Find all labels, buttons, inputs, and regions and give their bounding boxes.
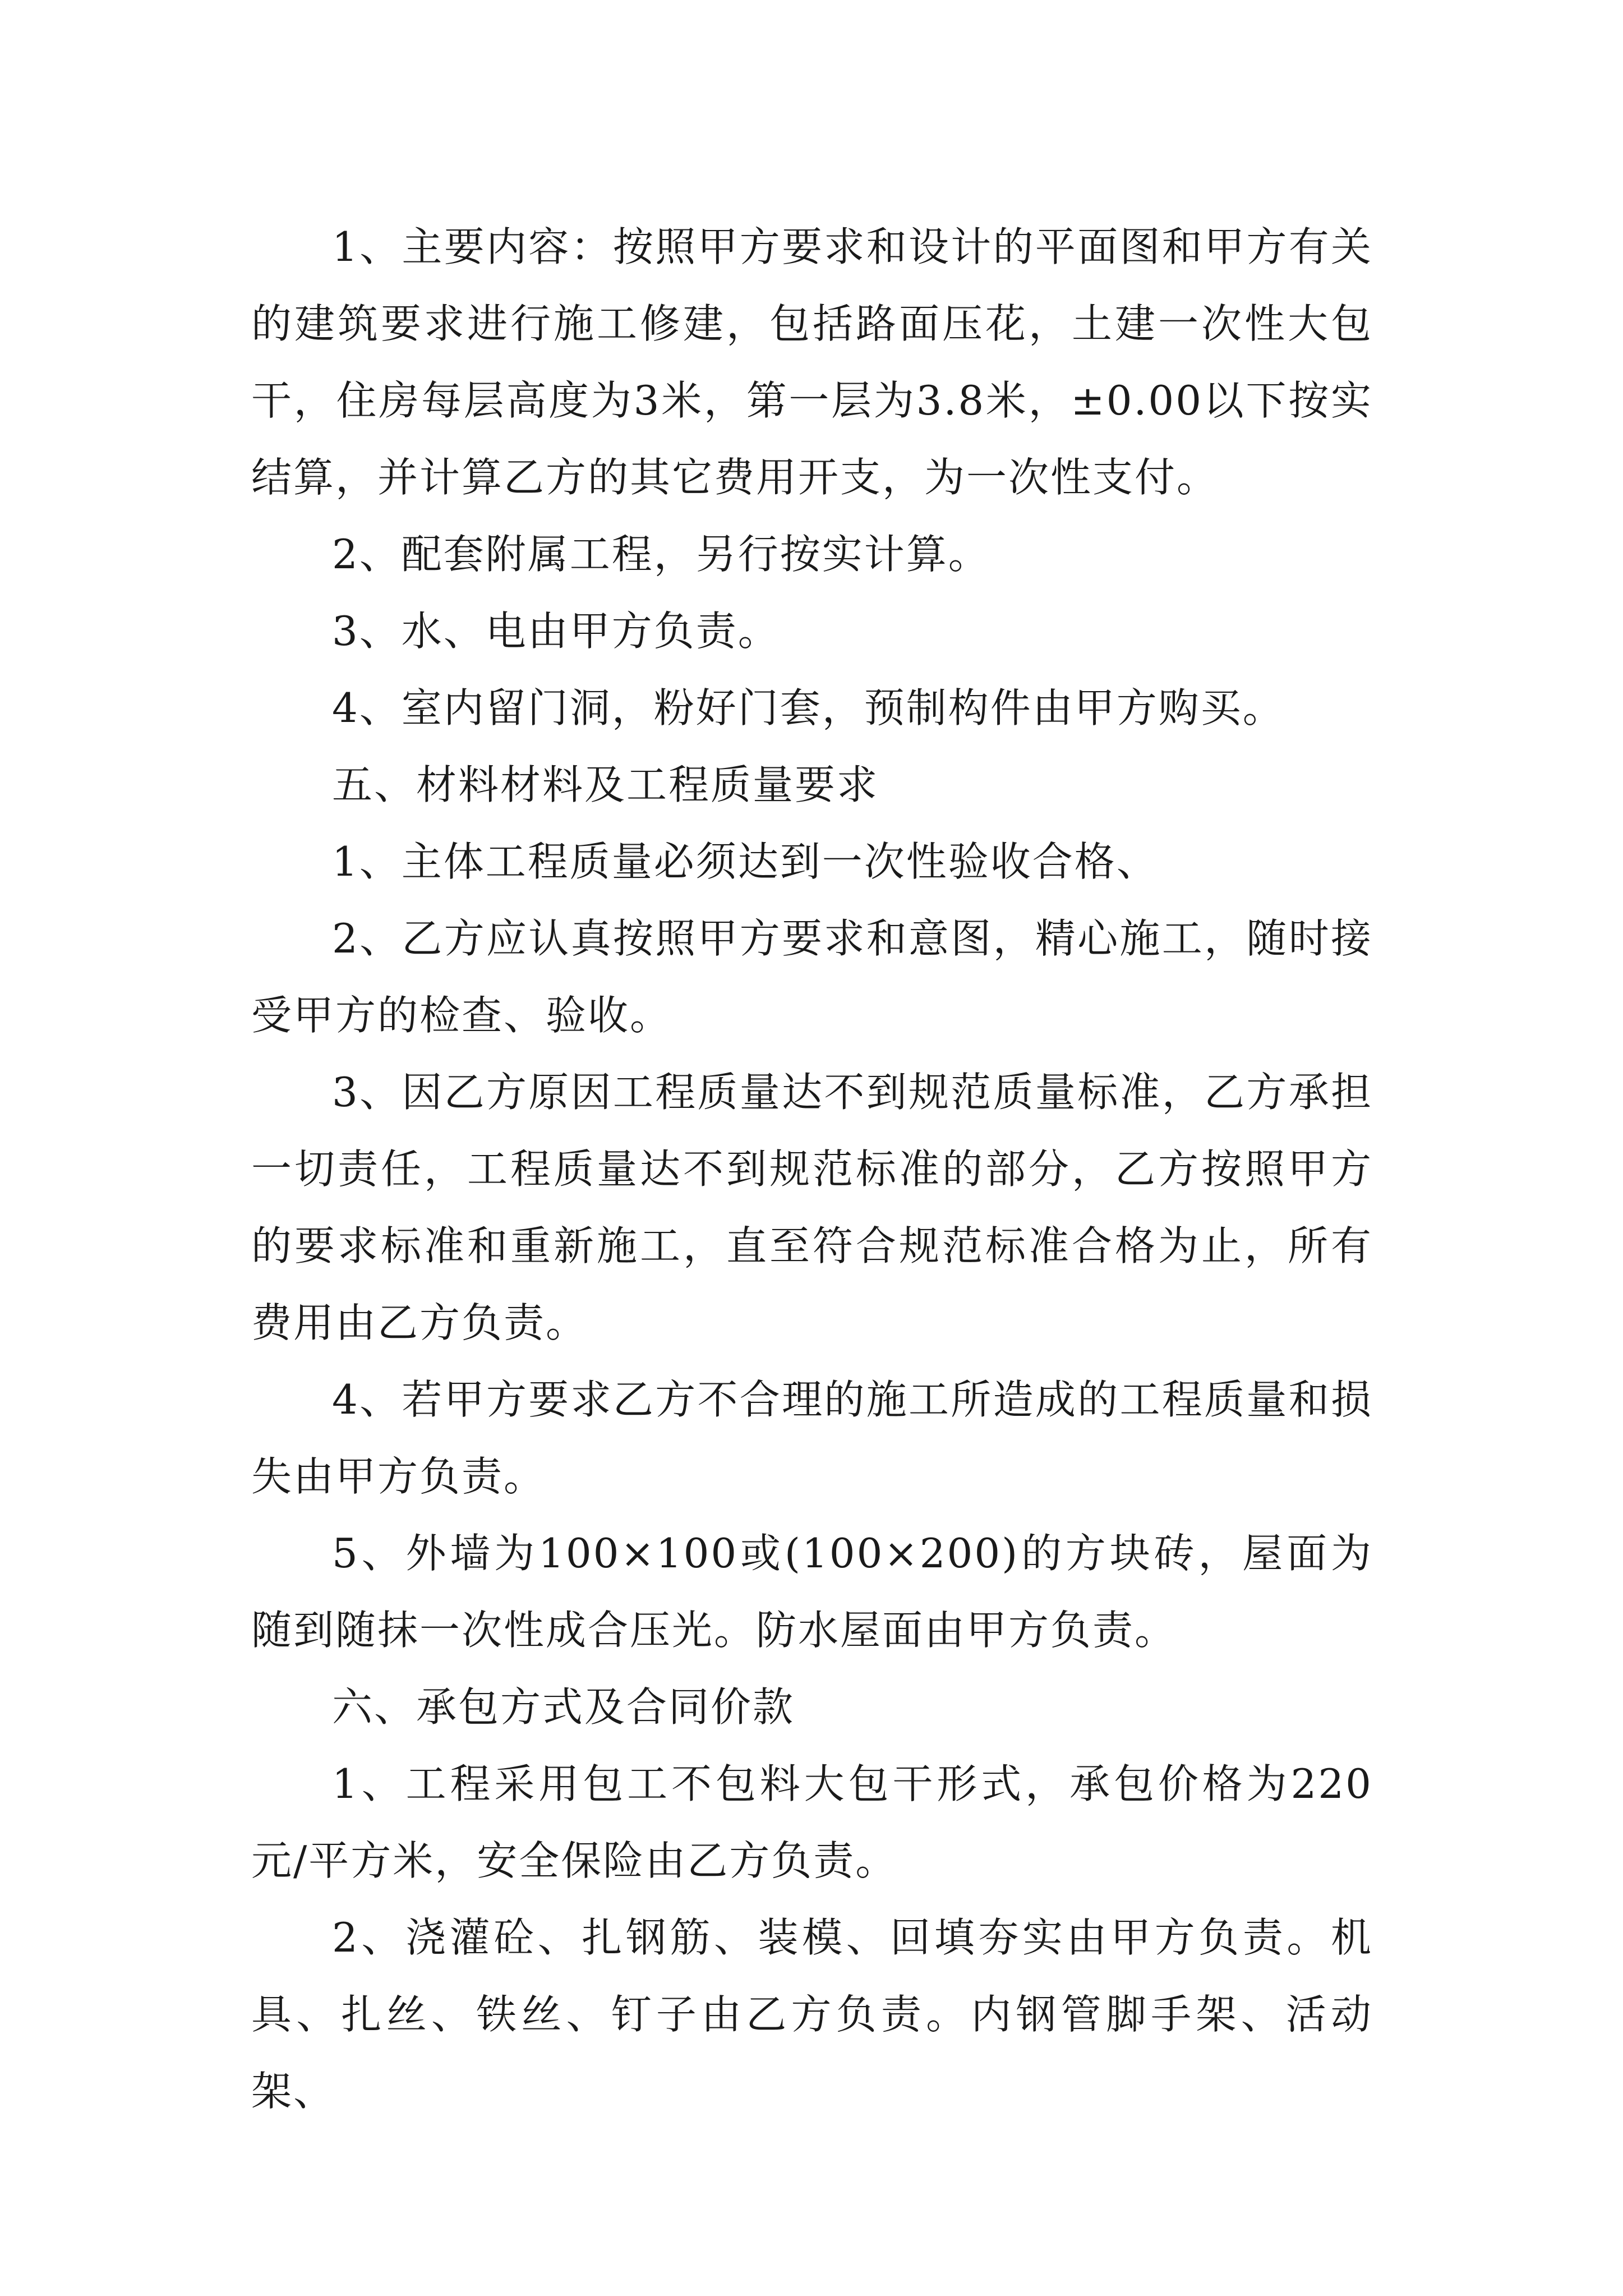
paragraph: 2、乙方应认真按照甲方要求和意图，精心施工，随时接受甲方的检查、验收。: [251, 915, 1373, 1039]
paragraph: 3、因乙方原因工程质量达不到规范质量标准，乙方承担一切责任，工程质量达不到规范标准的部分，乙方按照甲方的要求标准和重新施工，直至符合规范标准合格为止，所有费用由乙方负责。: [251, 1069, 1373, 1346]
section-heading: 五、材料材料及工程质量要求: [332, 761, 879, 808]
paragraph: 4、若甲方要求乙方不合理的施工所造成的工程质量和损失由甲方负责。: [251, 1376, 1373, 1500]
document-body: [251, 209, 1373, 2130]
paragraph: 5、外墙为100×100或(100×200)的方块砖，屋面为随到随抹一次性成合压光。防水屋面由甲方负责。: [251, 1530, 1373, 1654]
paragraph: 2、配套附属工程，另行按实计算。: [332, 531, 990, 578]
paragraph: 2、浇灌砼、扎钢筋、装模、回填夯实由甲方负责。机具、扎丝、铁丝、钉子由乙方负责。内钢管脚手架、活动架、: [251, 1914, 1373, 2115]
paragraph: 4、室内留门洞，粉好门套，预制构件由甲方购买。: [332, 684, 1285, 731]
paragraph: 1、主体工程质量必须达到一次性验收合格、: [332, 838, 1159, 885]
section-heading: 六、承包方式及合同价款: [332, 1683, 795, 1731]
paragraph: 1、主要内容：按照甲方要求和设计的平面图和甲方有关的建筑要求进行施工修建，包括路面压花，土建一次性大包干，住房每层高度为3米，第一层为3.8米，±0.00以下按实结算，并计算乙方的其它费用开支，为一次性支付。: [251, 223, 1373, 501]
paragraph: 1、工程采用包工不包料大包干形式，承包价格为220元/平方米，安全保险由乙方负责。: [251, 1760, 1373, 1884]
paragraph: 3、水、电由甲方负责。: [332, 608, 780, 655]
